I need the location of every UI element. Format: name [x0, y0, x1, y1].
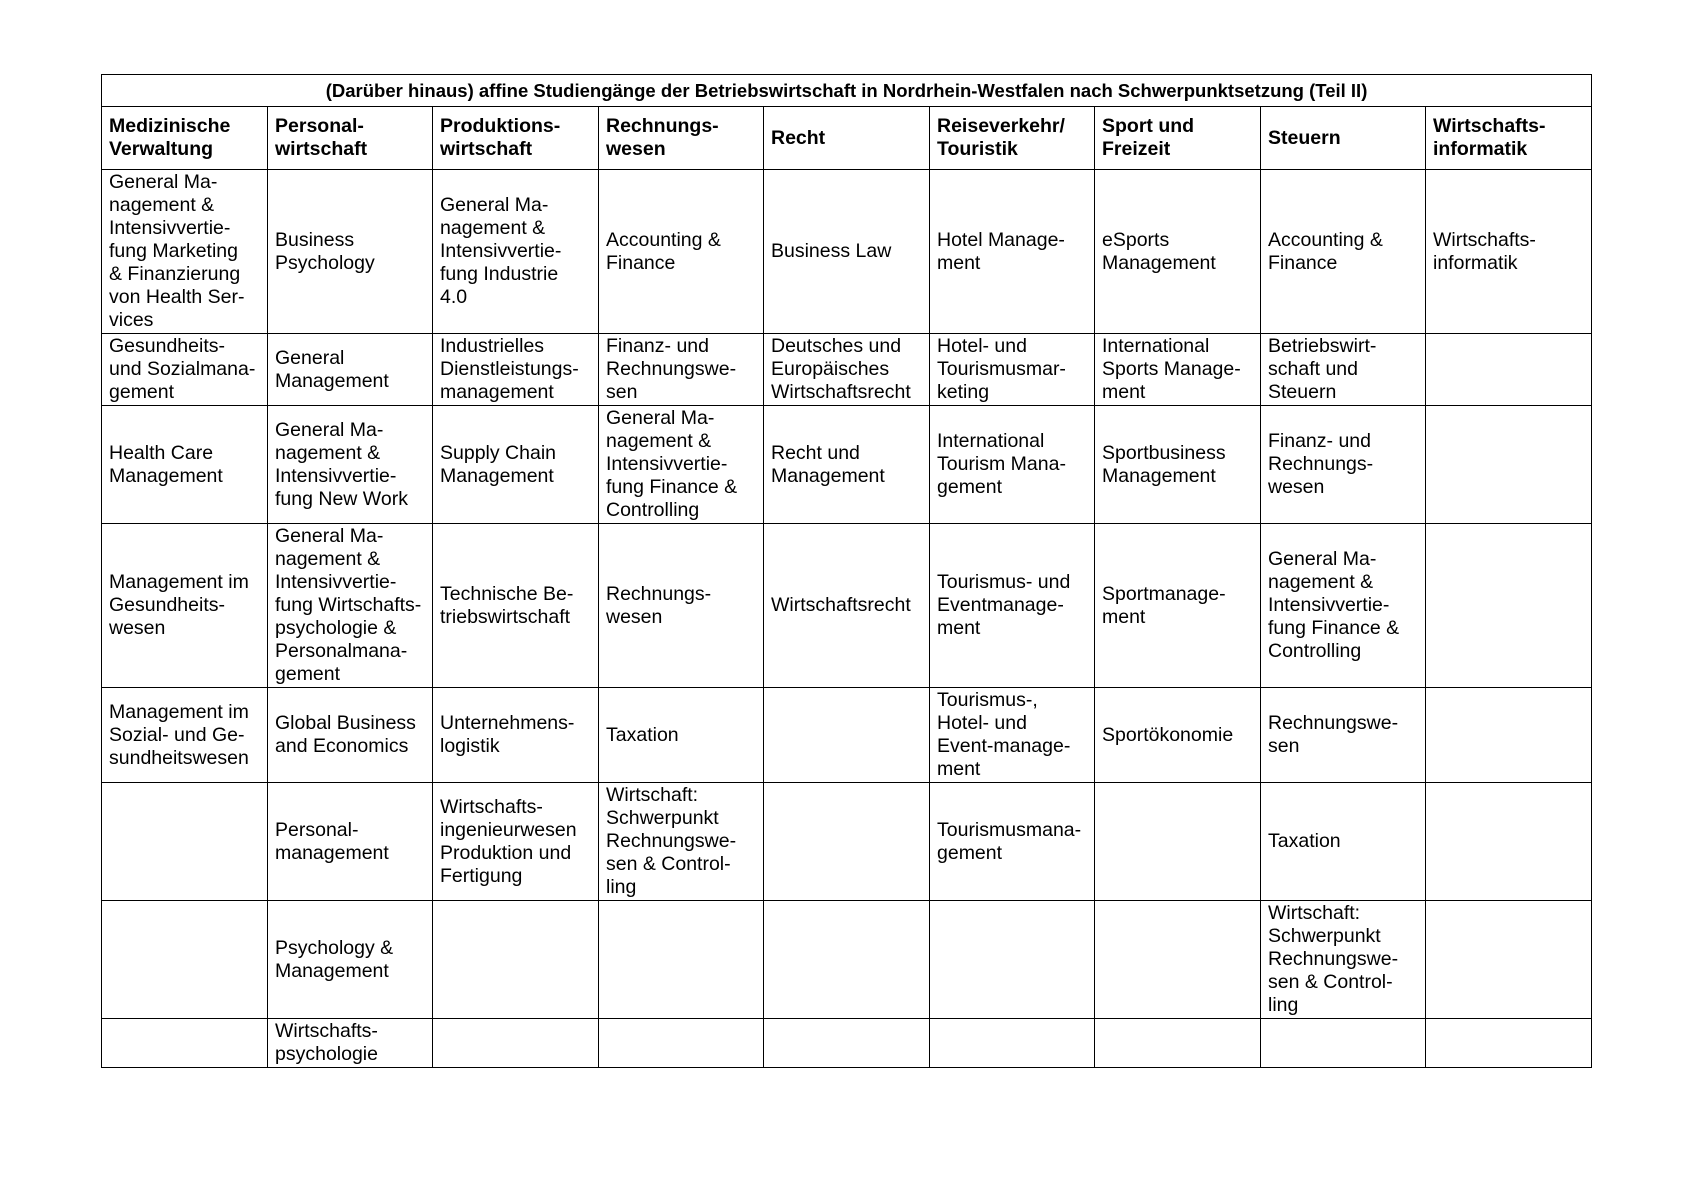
table-cell	[1426, 901, 1592, 1019]
table-cell: Management im Gesundheits- wesen	[102, 524, 268, 688]
table-cell	[764, 688, 930, 783]
table-cell: General Ma- nagement & Intensivvertie- fung Finance & Controlling	[1261, 524, 1426, 688]
table-cell: Wirtschaftsrecht	[764, 524, 930, 688]
table-cell: Finanz- und Rechnungs- wesen	[1261, 406, 1426, 524]
table-cell: Personal- management	[268, 783, 433, 901]
column-header-row	[102, 107, 1592, 170]
table-cell: Psychology & Management	[268, 901, 433, 1019]
table-title-row	[102, 75, 1592, 107]
table-cell: Wirtschafts- ingenieurwesen Produktion und Fertigung	[433, 783, 599, 901]
table-cell: Wirtschaft: Schwerpunkt Rechnungswe- sen & Control- ling	[1261, 901, 1426, 1019]
table-cell	[599, 1019, 764, 1068]
programs-table	[101, 74, 1592, 1068]
table-row	[102, 783, 1592, 901]
table-cell: Hotel Manage- ment	[930, 170, 1095, 334]
table-cell: Business Law	[764, 170, 930, 334]
table-cell	[1426, 783, 1592, 901]
table-row	[102, 334, 1592, 406]
table-cell: Sportmanage- ment	[1095, 524, 1261, 688]
column-header: Rechnungs- wesen	[599, 107, 764, 170]
table-cell: General Ma- nagement & Intensivvertie- fung Industrie 4.0	[433, 170, 599, 334]
table-row	[102, 406, 1592, 524]
table-cell	[764, 783, 930, 901]
table-cell	[599, 901, 764, 1019]
table-cell: Betriebswirt- schaft und Steuern	[1261, 334, 1426, 406]
table-title: (Darüber hinaus) affine Studiengänge der Betriebswirtschaft in Nordrhein-Westfalen nach Schwerpunktsetzung (Teil II)	[102, 75, 1592, 107]
table-cell: Deutsches und Europäisches Wirtschaftsrecht	[764, 334, 930, 406]
table-cell	[930, 1019, 1095, 1068]
table-cell: eSports Management	[1095, 170, 1261, 334]
table-cell: General Ma- nagement & Intensivvertie- fung Finance & Controlling	[599, 406, 764, 524]
table-cell: Global Business and Economics	[268, 688, 433, 783]
table-cell	[930, 901, 1095, 1019]
table-cell: Taxation	[1261, 783, 1426, 901]
table-row	[102, 170, 1592, 334]
table-cell	[102, 901, 268, 1019]
table-cell: Accounting & Finance	[599, 170, 764, 334]
table-cell	[1095, 1019, 1261, 1068]
table-cell: Sportbusiness Management	[1095, 406, 1261, 524]
table-cell: Technische Be- triebswirtschaft	[433, 524, 599, 688]
table-cell: Unternehmens- logistik	[433, 688, 599, 783]
table-cell: Recht und Management	[764, 406, 930, 524]
table-cell	[1426, 1019, 1592, 1068]
table-cell: General Management	[268, 334, 433, 406]
table-cell: Accounting & Finance	[1261, 170, 1426, 334]
table-cell: Tourismus-, Hotel- und Event-manage- ment	[930, 688, 1095, 783]
column-header: Produktions- wirtschaft	[433, 107, 599, 170]
table-cell	[1426, 524, 1592, 688]
table-cell: General Ma- nagement & Intensivvertie- fung Marketing & Finanzierung von Health Ser- vices	[102, 170, 268, 334]
table-cell: Tourismus- und Eventmanage- ment	[930, 524, 1095, 688]
column-header: Wirtschafts- informatik	[1426, 107, 1592, 170]
table-row	[102, 1019, 1592, 1068]
table-cell	[102, 1019, 268, 1068]
table-cell: International Sports Manage- ment	[1095, 334, 1261, 406]
table-cell: Finanz- und Rechnungswe- sen	[599, 334, 764, 406]
table-cell	[1426, 688, 1592, 783]
table-cell: Wirtschafts- psychologie	[268, 1019, 433, 1068]
table-cell: Wirtschaft: Schwerpunkt Rechnungswe- sen & Control- ling	[599, 783, 764, 901]
table-cell: Tourismusmana- gement	[930, 783, 1095, 901]
table-cell	[433, 1019, 599, 1068]
table-cell	[433, 901, 599, 1019]
table-cell: Hotel- und Tourismusmar- keting	[930, 334, 1095, 406]
table-cell: Rechnungs- wesen	[599, 524, 764, 688]
column-header: Personal- wirtschaft	[268, 107, 433, 170]
table-cell: International Tourism Mana- gement	[930, 406, 1095, 524]
table-cell: Industrielles Dienstleistungs- management	[433, 334, 599, 406]
table-cell	[1261, 1019, 1426, 1068]
table-cell: Sportökonomie	[1095, 688, 1261, 783]
table-cell: Taxation	[599, 688, 764, 783]
table-cell: General Ma- nagement & Intensivvertie- fung New Work	[268, 406, 433, 524]
table-row	[102, 901, 1592, 1019]
table-cell	[764, 1019, 930, 1068]
table-cell: Wirtschafts- informatik	[1426, 170, 1592, 334]
table-cell: Health Care Management	[102, 406, 268, 524]
table-row	[102, 524, 1592, 688]
table-cell	[1426, 406, 1592, 524]
table-row	[102, 688, 1592, 783]
table-cell: General Ma- nagement & Intensivvertie- fung Wirtschafts- psychologie & Personalmana- gement	[268, 524, 433, 688]
table-cell	[1095, 783, 1261, 901]
table-cell	[764, 901, 930, 1019]
table-cell	[102, 783, 268, 901]
table-cell	[1095, 901, 1261, 1019]
table-cell: Supply Chain Management	[433, 406, 599, 524]
table-cell: Rechnungswe- sen	[1261, 688, 1426, 783]
column-header: Recht	[764, 107, 930, 170]
column-header: Reiseverkehr/ Touristik	[930, 107, 1095, 170]
column-header: Steuern	[1261, 107, 1426, 170]
table-cell: Management im Sozial- und Ge- sundheitswesen	[102, 688, 268, 783]
column-header: Medizinische Verwaltung	[102, 107, 268, 170]
table-cell: Gesundheits- und Sozialmana- gement	[102, 334, 268, 406]
column-header: Sport und Freizeit	[1095, 107, 1261, 170]
table-cell: Business Psychology	[268, 170, 433, 334]
table-cell	[1426, 334, 1592, 406]
